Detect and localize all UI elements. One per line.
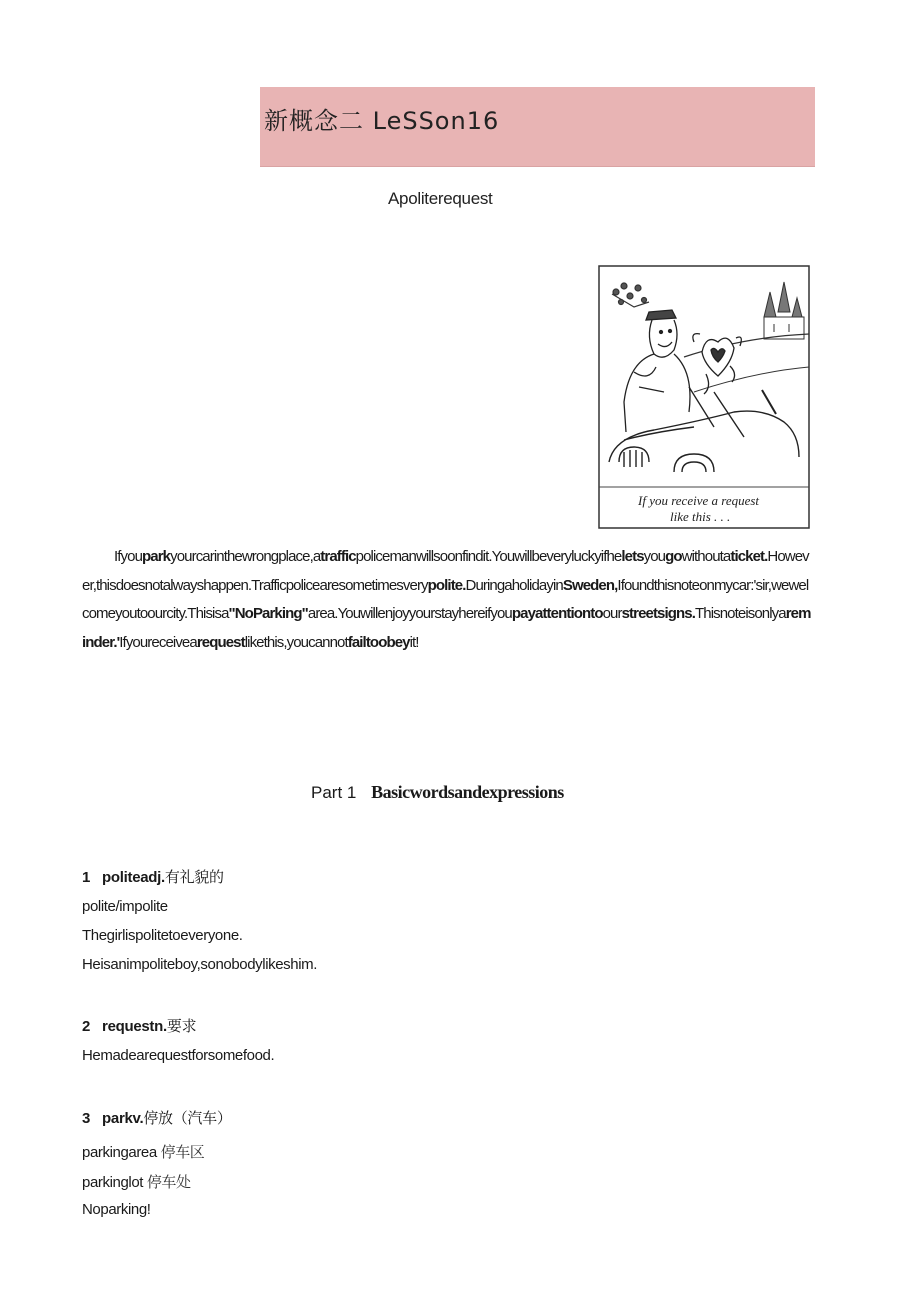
passage-keyword: payattentionto [511, 605, 603, 622]
example-en: parkinglot [82, 1174, 147, 1191]
lesson-subtitle: Apoliterequest [388, 189, 493, 208]
passage-text: However,thisdoesnotalwayshappen.Trafficpolicearesometimesvery [82, 548, 809, 594]
part-name: Basicwordsandexpressions [371, 782, 564, 802]
cartoon-drawing-icon [594, 262, 814, 532]
passage-text: Ifyou [114, 548, 143, 565]
passage-text: likethis,youcannot [244, 633, 348, 651]
example-line [82, 1141, 204, 1162]
passage-text: yourcarinthewrongplace,a [170, 548, 321, 565]
passage-keyword: streetsigns. [621, 605, 695, 622]
example-line [82, 1171, 191, 1192]
passage-keyword: traffic [320, 548, 356, 565]
passage-keyword: "NoParking" [228, 605, 308, 622]
passage-keyword: go [665, 548, 682, 565]
vocab-number: 1 [82, 869, 91, 886]
passage-keyword: lets [621, 548, 644, 565]
example-line: polite/impolite [82, 898, 168, 915]
vocab-meaning: 要求 [166, 1017, 197, 1035]
vocab-heading-3 [82, 1107, 232, 1128]
part-number: Part 1 [311, 783, 357, 802]
vocab-number: 3 [82, 1110, 91, 1127]
passage-text: our [602, 605, 622, 622]
title-banner [260, 87, 815, 167]
passage-text: area.Youwillenjoyyourstayhereifyou [307, 605, 512, 622]
example-cn: 停车区 [160, 1143, 205, 1161]
part-1-heading [311, 782, 564, 803]
passage-text: Duringaholidayin [465, 576, 563, 594]
passage-text: it! [409, 633, 419, 651]
passage-keyword: polite. [427, 576, 466, 594]
passage-keyword: Sweden, [562, 576, 618, 594]
passage-text: Ifoundthisnoteonmycar:'sir,wewelcomeyoutoourcity.Thisisa [82, 576, 809, 622]
passage-keyword: reminder.' [82, 605, 811, 651]
passage-keyword: obey [378, 633, 410, 651]
example-line: Heisanimpoliteboy,sonobodylikeshim. [82, 956, 318, 973]
example-cn: 停车处 [146, 1173, 191, 1191]
vocab-heading-1 [82, 866, 224, 887]
passage-text: policemanwillsoonfindit.Youwillbeveryluckyifhe [355, 548, 622, 565]
vocab-number: 2 [82, 1018, 91, 1035]
example-line: Noparking! [82, 1201, 151, 1218]
example-en: parkingarea [82, 1144, 161, 1161]
vocab-meaning: 停放（汽车） [143, 1109, 232, 1127]
passage-keyword: ticket. [730, 548, 768, 565]
page-title: 新概念二 LeSSon16 [264, 107, 500, 135]
passage-text: Thisnoteisonlya [695, 605, 786, 622]
example-line: Hemadearequestforsomefood. [82, 1047, 275, 1064]
passage-keyword: failto [347, 633, 379, 651]
cartoon-caption-line1: If you receive a request [638, 493, 760, 508]
passage-text: withouta [681, 548, 731, 565]
lesson-passage [82, 543, 812, 657]
cartoon-illustration [594, 262, 814, 532]
passage-text: Ifyoureceivea [119, 633, 197, 651]
vocab-word: politeadj. [102, 869, 165, 886]
vocab-meaning: 有礼貌的 [164, 868, 224, 886]
vocab-word: requestn. [102, 1018, 167, 1035]
cartoon-caption-line2: like this . . . [670, 509, 731, 524]
vocab-word: parkv. [102, 1110, 144, 1127]
passage-text: you [643, 548, 666, 565]
passage-keyword: park [142, 548, 171, 565]
passage-keyword: request [196, 633, 245, 651]
vocab-heading-2 [82, 1015, 196, 1036]
example-line: Thegirlispolitetoeveryone. [82, 927, 243, 944]
